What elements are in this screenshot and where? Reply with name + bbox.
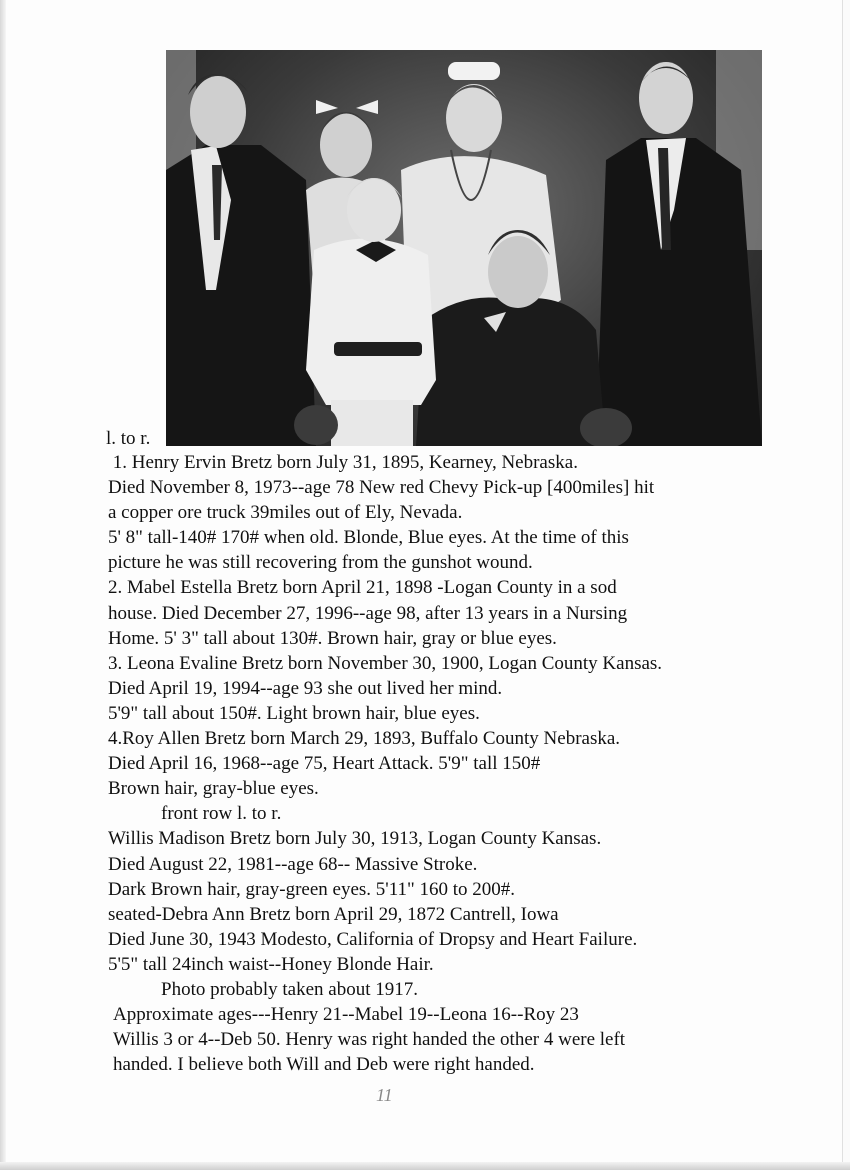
caption-line: handed. I believe both Will and Deb were right handed. [113, 1054, 535, 1076]
caption-line: 1. Henry Ervin Bretz born July 31, 1895, Kearney, Nebraska. [108, 452, 578, 473]
caption-line: Died June 30, 1943 Modesto, California of Dropsy and Heart Failure. [108, 928, 638, 950]
caption-line: house. Died December 27, 1996--age 98, after 13 years in a Nursing [108, 602, 628, 624]
caption-line: Brown hair, gray-blue eyes. [108, 778, 319, 800]
caption-line: Willis 3 or 4--Deb 50. Henry was right handed the other 4 were left [113, 1029, 626, 1051]
photo-date-note: Photo probably taken about 1917. [161, 978, 418, 1000]
family-portrait-photo [166, 50, 762, 446]
page-number: 11 [376, 1085, 393, 1105]
caption-line: Died November 8, 1973--age 78 New red Chevy Pick-up [400miles] hit [108, 477, 655, 499]
caption-line: 2. Mabel Estella Bretz born April 21, 1898 -Logan County in a sod [108, 577, 617, 599]
caption-line: 5'9" tall about 150#. Light brown hair, blue eyes. [108, 702, 480, 724]
caption-line: Died April 19, 1994--age 93 she out lived her mind. [108, 677, 503, 699]
caption-text [108, 450, 808, 1077]
scan-edge-bottom [0, 1162, 850, 1170]
caption-line: 3. Leona Evaline Bretz born November 30, 1900, Logan County Kansas. [108, 652, 663, 674]
caption-line: Dark Brown hair, gray-green eyes. 5'11" 160 to 200#. [108, 878, 516, 900]
caption-line: Died August 22, 1981--age 68-- Massive Stroke. [108, 853, 478, 875]
caption-line: Approximate ages---Henry 21--Mabel 19--Leona 16--Roy 23 [113, 1004, 579, 1026]
caption-line: Died April 16, 1968--age 75, Heart Attack. 5'9" tall 150# [108, 753, 541, 775]
caption-line: 4.Roy Allen Bretz born March 29, 1893, Buffalo County Nebraska. [108, 728, 621, 750]
caption-line: Home. 5' 3" tall about 130#. Brown hair, gray or blue eyes. [108, 627, 557, 649]
caption-lead: l. to r. [106, 428, 151, 449]
caption-line: seated-Debra Ann Bretz born April 29, 1872 Cantrell, Iowa [108, 903, 559, 925]
portrait-illustration [166, 50, 762, 446]
caption-line: Willis Madison Bretz born July 30, 1913, Logan County Kansas. [108, 828, 602, 850]
caption-line: picture he was still recovering from the gunshot wound. [108, 552, 533, 574]
caption-line: 5' 8" tall-140# 170# when old. Blonde, Blue eyes. At the time of this [108, 527, 629, 549]
front-row-heading: front row l. to r. [161, 803, 282, 825]
caption-line: a copper ore truck 39miles out of Ely, Nevada. [108, 502, 463, 524]
caption-line: 5'5" tall 24inch waist--Honey Blonde Hair. [108, 953, 434, 975]
